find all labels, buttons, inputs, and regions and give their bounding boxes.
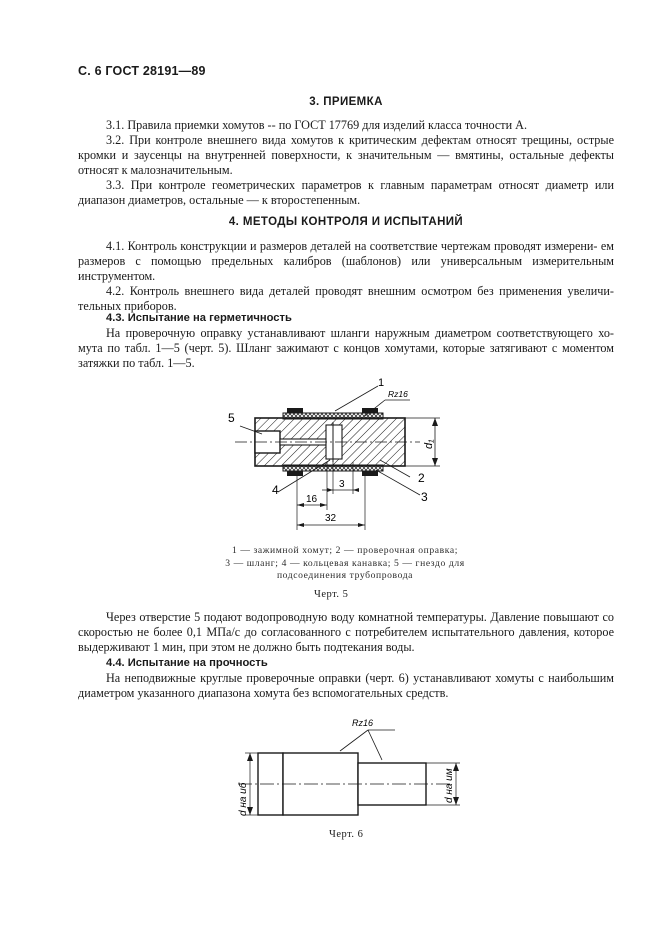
paragraph-4-3-2-rest: со скоростью не более 0,1 МПа/с до согласованного с потребителем испытательного давления, которое выдерживают 1 мин, при этом не должно быть подтекания воды. xyxy=(78,610,615,655)
fig5-caption-line1: 1 — зажимной хомут; 2 — проверочная оправка; xyxy=(231,545,459,556)
fig5-label-1: 1 xyxy=(378,377,385,389)
figure-5-title: Черт. 5 xyxy=(314,589,349,600)
fig5-label-2: 2 xyxy=(418,471,425,485)
paragraph-3-1-text: 3.1. Правила приемки хомутов -- по ГОСТ 17769 для изделий класса точности А. xyxy=(106,118,528,132)
paragraph-3-3-line1: 3.3. При контроле геометрических параметров к главным параметрам относят диаметр или xyxy=(106,178,614,192)
fig5-dim-3: 3 xyxy=(339,479,345,490)
paragraph-3-2-line1: 3.2. При контроле внешнего вида хомутов к критическим дефектам относят трещины, острые xyxy=(106,133,614,147)
page-header: С. 6 ГОСТ 28191—89 xyxy=(78,64,206,78)
paragraph-3-3-rest: диапазон диаметров, остальные — к второстепенным. xyxy=(78,193,361,208)
fig5-caption-line2: 3 — шланг; 4 — кольцевая канавка; 5 — гнездо для xyxy=(225,557,465,569)
fig6-d-max: d на иб xyxy=(238,782,249,816)
paragraph-4-4-1-line1: На неподвижные круглые проверочные оправки (черт. 6) устанавливают хомуты с наибольшим xyxy=(106,671,614,685)
paragraph-4-3-2 xyxy=(78,610,614,656)
fig5-d1: d₁ xyxy=(423,439,435,449)
section-3-title: 3. ПРИЕМКА xyxy=(309,96,383,108)
fig5-rz: Rz16 xyxy=(388,389,408,399)
paragraph-4-1-rest: ем размеров с помощью предельных калибров (шаблонов) или универсальным измерительным инструментом. xyxy=(78,239,614,284)
paragraph-4-3-1-line1: На проверочную оправку устанавливают шланги наружным диаметром соответствующего хо- xyxy=(106,326,614,340)
figure-6-title: Черт. 6 xyxy=(329,829,364,840)
fig5-label-3: 3 xyxy=(421,490,428,504)
fig6-d-min: d на им xyxy=(444,768,455,803)
figure-5-caption xyxy=(200,545,490,583)
fig5-caption-line3: подсоединения трубопровода xyxy=(276,570,414,581)
paragraph-4-3-2-line1: Через отверстие 5 подают водопроводную воду комнатной температуры. Давление повышают xyxy=(106,610,599,624)
fig5-label-5: 5 xyxy=(228,411,235,425)
paragraph-4-4-1-rest: диаметром указанного диапазона хомута без вспомогательных средств. xyxy=(78,686,449,701)
fig6-rz: Rz16 xyxy=(352,718,374,728)
fig5-dim-32: 32 xyxy=(325,513,337,524)
paragraph-4-3-1-rest: мута по табл. 1—5 (черт. 5). Шланг зажимают с концов хомутами, которые затягивают с моментом затяжки по табл. 1—5. xyxy=(78,341,614,371)
fig5-dim-16: 16 xyxy=(306,494,318,505)
fig5-label-4: 4 xyxy=(272,483,279,497)
paragraph-4-4-1 xyxy=(78,671,614,701)
subsection-4-4-title: 4.4. Испытание на прочность xyxy=(106,657,268,669)
paragraph-4-2-rest: тельных приборов. xyxy=(78,299,177,314)
paragraph-4-1-line1: 4.1. Контроль конструкции и размеров деталей на соответствие чертежам проводят измерени- xyxy=(106,239,598,253)
paragraph-3-2-rest: кромки и заусенцы на внутренней поверхности, к значительным — вмятины, остальные дефекты относят к малозначительным. xyxy=(78,148,614,178)
section-4-title: 4. МЕТОДЫ КОНТРОЛЯ И ИСПЫТАНИЙ xyxy=(228,216,464,228)
subsection-4-3-title: 4.3. Испытание на герметичность xyxy=(106,312,292,324)
paragraph-4-2-line1: 4.2. Контроль внешнего вида деталей проводят внешним осмотром без применения увеличи- xyxy=(106,284,614,298)
